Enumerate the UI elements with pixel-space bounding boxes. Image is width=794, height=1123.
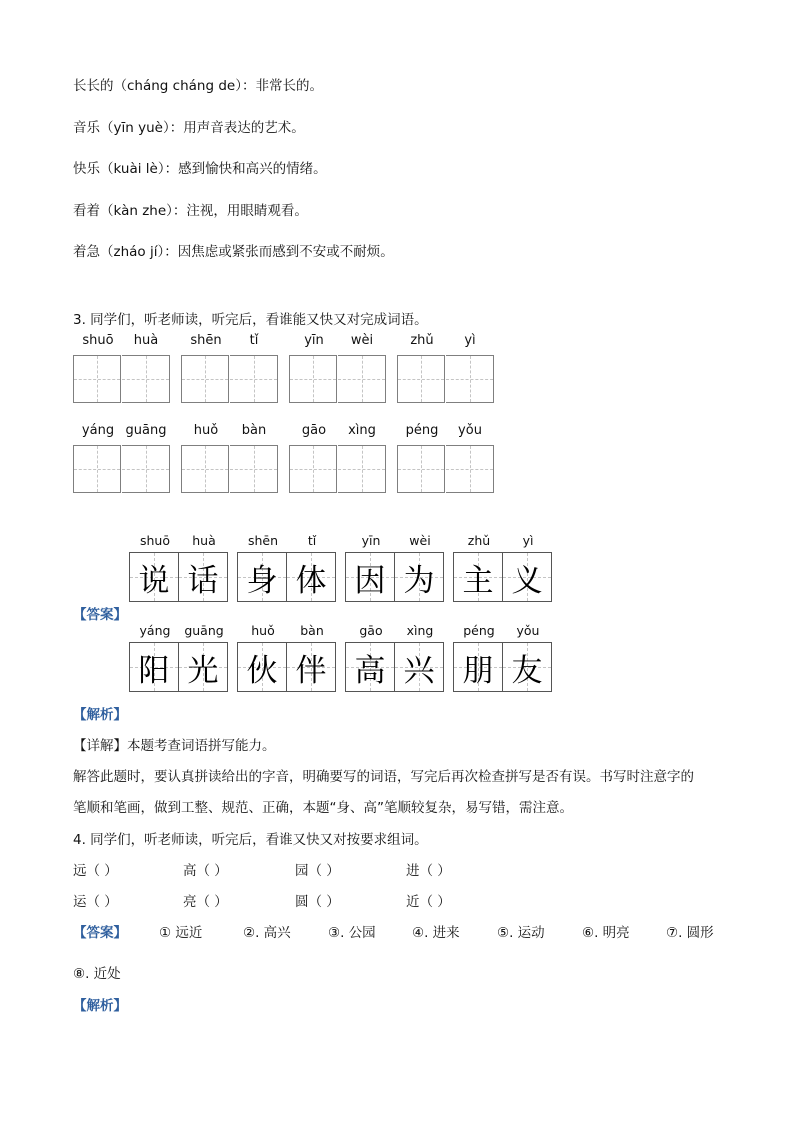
pinyin: péng [405, 423, 439, 438]
definition-line: 快乐（kuài lè）：感到愉快和高兴的情绪。 [73, 161, 327, 177]
hanzi: 兴 [403, 652, 435, 689]
write-cell[interactable] [230, 333, 278, 403]
fill-blank-item[interactable]: 高（ ） [183, 863, 228, 879]
write-cell[interactable] [73, 423, 121, 493]
answer-cell [453, 533, 503, 602]
pinyin: wèi [409, 533, 431, 548]
pinyin: shēn [247, 533, 279, 548]
pinyin: xìng [348, 423, 376, 438]
definition-line: 看着（kàn zhe）：注视，用眼睛观看。 [73, 203, 308, 219]
pinyin: shuō [82, 333, 114, 348]
hanzi: 说 [138, 562, 170, 599]
hanzi: 身 [246, 562, 278, 599]
answer-cell [178, 533, 228, 602]
write-cell[interactable] [122, 423, 170, 493]
detail-prefix: 【详解】 [73, 738, 127, 754]
answer-cell [502, 533, 552, 602]
answer-cell [286, 623, 336, 692]
write-cell[interactable] [446, 423, 494, 493]
pinyin: huǒ [251, 623, 275, 638]
question-3-title: 3. 同学们，听老师读，听完后，看谁能又快又对完成词语。 [73, 312, 428, 328]
write-cell[interactable] [338, 423, 386, 493]
hanzi: 话 [187, 562, 219, 599]
fill-blank-item[interactable]: 远（ ） [73, 863, 118, 879]
definition-line: 音乐（yīn yuè）：用声音表达的艺术。 [73, 120, 305, 136]
write-cell[interactable] [73, 333, 121, 403]
answer-item: ④. 进来 [412, 925, 460, 941]
pinyin: huà [192, 533, 216, 548]
hanzi: 义 [511, 562, 543, 599]
answer-cell [453, 623, 503, 692]
analysis-paragraph: 解答此题时，要认真拼读给出的字音，明确要写的词语，写完后再次检查拼写是否有误。书写时注意字的 [73, 769, 694, 785]
hanzi: 光 [187, 652, 219, 689]
hanzi: 阳 [138, 652, 170, 689]
detail-line [73, 734, 276, 754]
pinyin: yǒu [458, 423, 482, 438]
pinyin: gāo [301, 423, 327, 438]
pinyin: yáng [81, 423, 115, 438]
answer-cell [345, 533, 395, 602]
answer-item: ③. 公园 [328, 925, 376, 941]
answer-label: 【答案】 [73, 607, 127, 623]
hanzi: 伴 [295, 652, 327, 689]
pinyin: huà [133, 333, 159, 348]
detail-text: 本题考查词语拼写能力。 [127, 738, 276, 754]
answer-label: 【答案】 [73, 925, 127, 941]
analysis-paragraph: 笔顺和笔画，做到工整、规范、正确，本题“身、高”笔顺较复杂，易写错，需注意。 [73, 800, 573, 816]
answer-cell [129, 533, 179, 602]
analysis-label: 【解析】 [73, 998, 127, 1014]
pinyin: yīn [361, 533, 381, 548]
fill-blank-item[interactable]: 进（ ） [406, 863, 451, 879]
hanzi: 主 [462, 562, 494, 599]
pinyin: péng [463, 623, 495, 638]
answer-item: ⑥. 明亮 [582, 925, 630, 941]
pinyin: shuō [139, 533, 170, 548]
write-cell[interactable] [181, 423, 229, 493]
pinyin: tǐ [249, 333, 259, 348]
definition-line: 长长的（cháng cháng de）：非常长的。 [73, 78, 323, 94]
hanzi: 友 [511, 652, 543, 689]
hanzi: 体 [295, 562, 327, 599]
answer-cell [129, 623, 179, 692]
answer-cell [345, 623, 395, 692]
pinyin: zhǔ [467, 533, 491, 548]
hanzi: 为 [403, 562, 435, 599]
pinyin: gāo [359, 623, 383, 638]
fill-blank-item[interactable]: 园（ ） [295, 863, 340, 879]
pinyin: yì [464, 333, 476, 348]
definition-line: 着急（zháo jí）：因焦虑或紧张而感到不安或不耐烦。 [73, 244, 394, 260]
hanzi: 朋 [462, 652, 494, 689]
pinyin: huǒ [193, 423, 219, 438]
answer-item: ⑧. 近处 [73, 966, 121, 982]
fill-blank-item[interactable]: 近（ ） [406, 894, 451, 910]
answer-item: ⑦. 圆形 [666, 925, 714, 941]
fill-blank-item[interactable]: 圆（ ） [295, 894, 340, 910]
pinyin: xìng [406, 623, 434, 638]
hanzi: 伙 [246, 652, 278, 689]
fill-blank-item[interactable]: 运（ ） [73, 894, 118, 910]
pinyin: guāng [125, 423, 167, 438]
answer-item: ⑤. 运动 [497, 925, 545, 941]
write-cell[interactable] [397, 333, 445, 403]
answer-cell [237, 623, 287, 692]
write-cell[interactable] [230, 423, 278, 493]
pinyin: tǐ [307, 533, 317, 548]
pinyin: zhǔ [410, 333, 434, 348]
answer-item: ②. 高兴 [243, 925, 291, 941]
pinyin: shēn [190, 333, 222, 348]
answer-cell [394, 533, 444, 602]
answer-item: ① 远近 [159, 925, 203, 941]
answer-cell [394, 623, 444, 692]
answer-cell [178, 623, 228, 692]
pinyin: yīn [304, 333, 324, 348]
write-cell[interactable] [122, 333, 170, 403]
hanzi: 高 [354, 652, 386, 689]
answer-cell [502, 623, 552, 692]
pinyin: wèi [350, 333, 374, 348]
pinyin: yǒu [516, 623, 540, 638]
analysis-label: 【解析】 [73, 707, 127, 723]
fill-blank-item[interactable]: 亮（ ） [183, 894, 228, 910]
pinyin: bàn [300, 623, 324, 638]
question-4-title: 4. 同学们，听老师读，听完后，看谁又快又对按要求组词。 [73, 832, 428, 848]
write-cell[interactable] [289, 333, 337, 403]
pinyin: yáng [139, 623, 171, 638]
pinyin: yì [522, 533, 534, 548]
pinyin: guāng [184, 623, 224, 638]
pinyin: bàn [241, 423, 267, 438]
hanzi: 因 [354, 562, 386, 599]
answer-cell [286, 533, 336, 602]
write-cell[interactable] [289, 423, 337, 493]
write-cell[interactable] [446, 333, 494, 403]
write-cell[interactable] [181, 333, 229, 403]
write-cell[interactable] [397, 423, 445, 493]
write-cell[interactable] [338, 333, 386, 403]
answer-cell [237, 533, 287, 602]
